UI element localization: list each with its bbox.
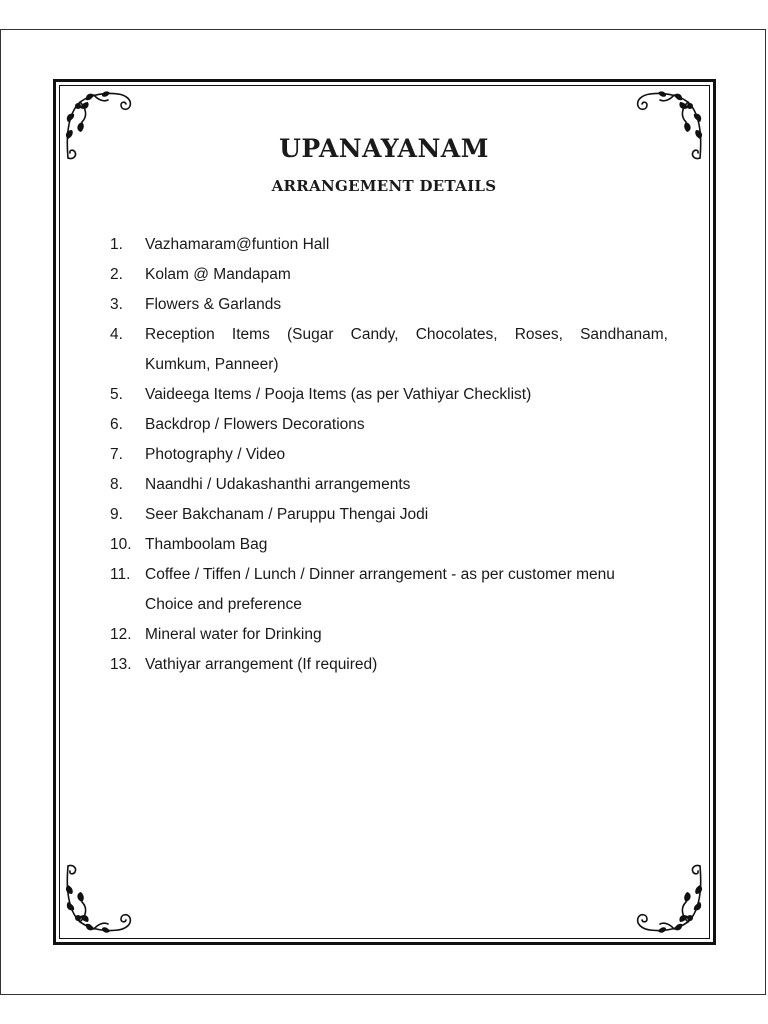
list-item [110, 560, 668, 620]
item-text: Flowers & Garlands [145, 296, 282, 313]
list-item [110, 230, 668, 260]
list-item [110, 650, 668, 680]
item-text: Coffee / Tiffen / Lunch / Dinner arrangement - as per customer menu [145, 566, 615, 583]
item-text: Vaideega Items / Pooja Items (as per Vathiyar Checklist) [145, 386, 532, 403]
item-text-continuation: Kumkum, Panneer) [145, 356, 279, 373]
item-number: 13. [110, 656, 132, 673]
list-item [110, 380, 668, 410]
item-text: Naandhi / Udakashanthi arrangements [145, 476, 411, 493]
item-number: 8. [110, 476, 123, 493]
item-number: 7. [110, 446, 123, 463]
item-text: Seer Bakchanam / Paruppu Thengai Jodi [145, 506, 429, 523]
item-number: 4. [110, 326, 123, 343]
list-item [110, 410, 668, 440]
list-item [110, 290, 668, 320]
item-text: Vathiyar arrangement (If required) [145, 656, 378, 673]
list-item [110, 530, 668, 560]
item-number: 9. [110, 506, 123, 523]
floral-corner-icon [628, 858, 708, 938]
item-text: Backdrop / Flowers Decorations [145, 416, 365, 433]
list-item [110, 620, 668, 650]
item-number: 5. [110, 386, 123, 403]
item-text: Mineral water for Drinking [145, 626, 322, 643]
item-number: 3. [110, 296, 123, 313]
item-text: Thamboolam Bag [145, 536, 268, 553]
document-title: UPANAYANAM [279, 134, 489, 163]
list-item [110, 470, 668, 500]
list-item [110, 440, 668, 470]
item-number: 1. [110, 236, 123, 253]
item-text: Vazhamaram@funtion Hall [145, 236, 330, 253]
item-text: Kolam @ Mandapam [145, 266, 291, 283]
list-item [110, 500, 668, 530]
item-text: Photography / Video [145, 446, 286, 463]
item-text-continuation: Choice and preference [145, 596, 302, 613]
list-item [110, 260, 668, 290]
floral-corner-icon [60, 858, 140, 938]
item-text: Reception Items (Sugar Candy, Chocolates, Roses, Sandhanam, [145, 326, 668, 343]
item-number: 10. [110, 536, 132, 553]
item-number: 11. [110, 566, 131, 583]
item-number: 2. [110, 266, 123, 283]
list-item [110, 320, 668, 380]
arrangement-list [110, 230, 668, 680]
item-number: 12. [110, 626, 132, 643]
document-subtitle: ARRANGEMENT DETAILS [271, 177, 497, 195]
item-number: 6. [110, 416, 123, 433]
